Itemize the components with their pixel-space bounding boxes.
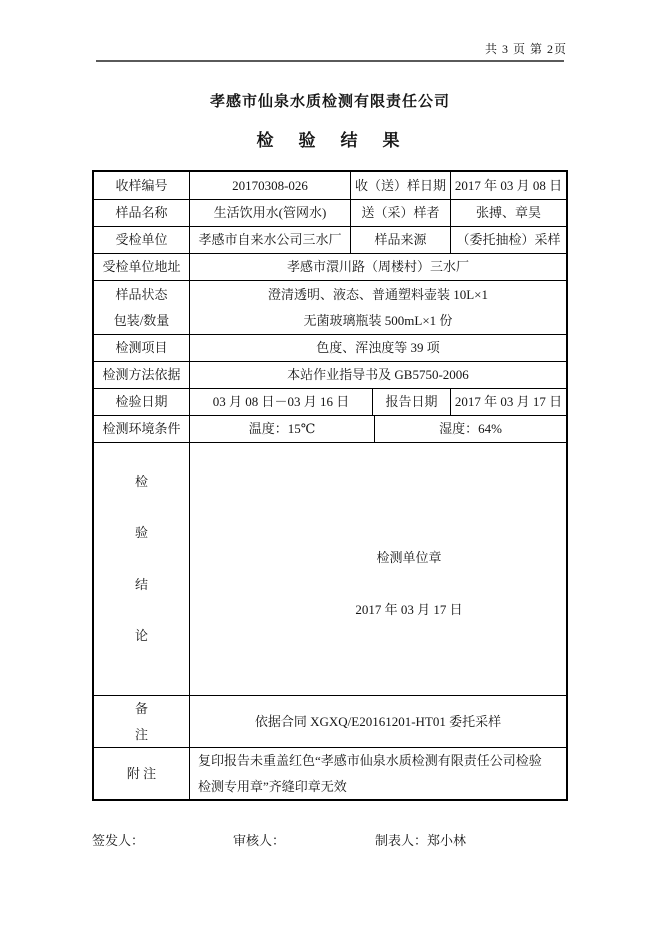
report-date-label: 报告日期 bbox=[372, 389, 450, 415]
table-row-remark bbox=[94, 695, 566, 747]
table-row-conclusion bbox=[94, 442, 566, 695]
unit-address-label: 受检单位地址 bbox=[102, 259, 181, 275]
table-row-method-basis bbox=[94, 361, 566, 388]
inspection-date-label: 检验日期 bbox=[115, 394, 168, 410]
sample-no-label: 收样编号 bbox=[115, 177, 168, 193]
conclusion-label-char4: 论 bbox=[134, 628, 148, 644]
humidity-value: 湿度：64% bbox=[374, 416, 566, 442]
inspected-unit-value: 孝感市自来水公司三水厂 bbox=[189, 227, 350, 253]
note-value: 复印报告未重盖红色“孝感市仙泉水质检测有限责任公司检验检测专用章”齐缝印章无效 bbox=[189, 748, 566, 799]
inspection-date-value: 03 月 08 日－03 月 16 日 bbox=[189, 389, 372, 415]
test-items-value: 色度、浑浊度等 39 项 bbox=[189, 335, 566, 361]
sample-source-value: （委托抽检）采样 bbox=[450, 227, 566, 253]
table-row-unit-address bbox=[94, 253, 566, 280]
environment-label: 检测环境条件 bbox=[102, 421, 181, 437]
temperature-value: 温度：15℃ bbox=[189, 416, 374, 442]
note-label: 附 注 bbox=[126, 765, 157, 781]
table-row-inspection-date bbox=[94, 388, 566, 415]
sample-state-label-line1: 样品状态 bbox=[115, 286, 168, 302]
method-basis-label: 检测方法依据 bbox=[102, 367, 181, 383]
conclusion-label-char2: 验 bbox=[134, 525, 148, 541]
inspected-unit-label: 受检单位 bbox=[115, 232, 168, 248]
table-row-note bbox=[94, 747, 566, 799]
page-number: 共 3 页 第 2页 bbox=[484, 42, 567, 56]
remark-value: 依据合同 XGXQ/E20161201-HT01 委托采样 bbox=[189, 696, 566, 747]
sample-state-label bbox=[94, 281, 189, 334]
remark-label-line2: 注 bbox=[134, 726, 148, 742]
table-row-sample-name bbox=[94, 199, 566, 226]
signature-row bbox=[0, 830, 660, 850]
received-date-value: 2017 年 03 月 08 日 bbox=[450, 172, 566, 199]
conclusion-label bbox=[94, 443, 189, 695]
remark-label bbox=[94, 696, 189, 747]
test-items-label: 检测项目 bbox=[115, 340, 168, 356]
sample-name-label: 样品名称 bbox=[115, 205, 168, 221]
company-title: 孝感市仙泉水质检测有限责任公司 bbox=[209, 94, 450, 110]
sample-name-value: 生活饮用水(管网水) bbox=[189, 200, 350, 226]
table-row-sample-state bbox=[94, 280, 566, 334]
sampler-label: 送（采）样者 bbox=[350, 200, 450, 226]
reviewer-label: 审核人： bbox=[233, 833, 286, 848]
conclusion-label-char1: 检 bbox=[134, 474, 148, 489]
header-divider bbox=[96, 60, 564, 62]
unit-address-value: 孝感市澴川路（周楼村）三水厂 bbox=[189, 254, 566, 280]
table-row-inspected-unit bbox=[94, 226, 566, 253]
sample-state-value bbox=[189, 281, 566, 334]
document-title: 检 验 结 果 bbox=[256, 131, 404, 150]
table-row-environment bbox=[94, 415, 566, 442]
issuer-label: 签发人： bbox=[92, 833, 145, 848]
sample-state-value-line1: 澄清透明、液态、普通塑料壶装 10L×1 bbox=[267, 286, 489, 302]
conclusion-label-char3: 结 bbox=[134, 576, 148, 592]
remark-label-line1: 备 bbox=[134, 700, 148, 716]
method-basis-value: 本站作业指导书及 GB5750-2006 bbox=[189, 362, 566, 388]
sample-no-value: 20170308-026 bbox=[189, 172, 350, 199]
sampler-value: 张搏、章昊 bbox=[450, 200, 566, 226]
preparer-label: 制表人：郑小林 bbox=[375, 833, 467, 848]
sample-state-value-line2: 无菌玻璃瓶装 500mL×1 份 bbox=[303, 312, 453, 328]
report-date-value: 2017 年 03 月 17 日 bbox=[450, 389, 566, 415]
sample-state-label-line2: 包装/数量 bbox=[113, 312, 170, 328]
table-row-sample-no bbox=[94, 172, 566, 199]
result-table bbox=[92, 170, 568, 801]
received-date-label: 收（送）样日期 bbox=[350, 172, 450, 199]
table-row-test-items bbox=[94, 334, 566, 361]
unit-seal-placeholder: 检测单位章 bbox=[376, 550, 442, 565]
conclusion-date: 2017 年 03 月 17 日 bbox=[355, 602, 463, 617]
conclusion-body bbox=[189, 443, 566, 695]
sample-source-label: 样品来源 bbox=[350, 227, 450, 253]
